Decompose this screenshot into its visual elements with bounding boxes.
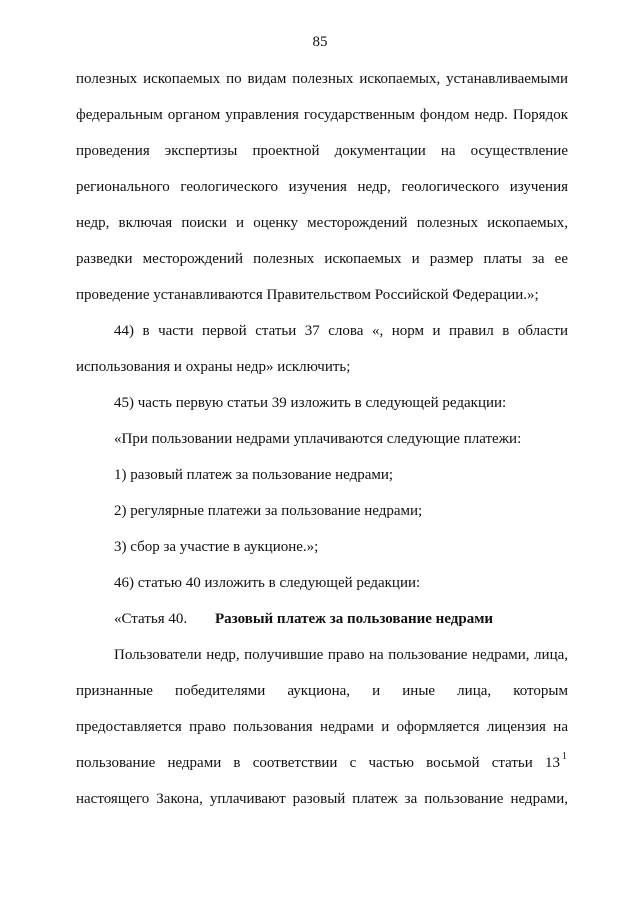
text-line: пользование недрами в соответствии с частью восьмой статьи 13 <box>76 755 560 771</box>
text-line-with-superscript: пользование недрами в соответствии с частью восьмой статьи 13 1 <box>76 751 567 771</box>
text-line: предоставляется право пользования недрами и оформляется лицензия на <box>76 719 568 735</box>
text-line: Пользователи недр, получившие право на пользование недрами, лица, <box>114 647 568 663</box>
page-number: 85 <box>312 34 328 50</box>
text-line: признанные победителями аукциона, и иные лица, которым <box>76 683 568 699</box>
text-line: 46) статью 40 изложить в следующей редакции: <box>114 575 421 591</box>
text-line: проведения экспертизы проектной документации на осуществление <box>76 143 568 159</box>
text-line: 3) сбор за участие в аукционе.»; <box>114 539 319 555</box>
text-line: настоящего Закона, уплачивают разовый платеж за пользование недрами, <box>76 791 568 807</box>
text-line: 2) регулярные платежи за пользование недрами; <box>114 503 423 519</box>
article-heading <box>114 610 568 628</box>
text-line: «При пользовании недрами уплачиваются следующие платежи: <box>114 431 522 447</box>
text-line: федеральным органом управления государственным фондом недр. Порядок <box>76 107 568 123</box>
text-line: проведение устанавливаются Правительством Российской Федерации.»; <box>76 287 539 303</box>
text-line: использования и охраны недр» исключить; <box>76 359 351 375</box>
text-line: 1) разовый платеж за пользование недрами; <box>114 467 394 483</box>
text-line: 45) часть первую статьи 39 изложить в следующей редакции: <box>114 395 507 411</box>
text-line: регионального геологического изучения недр, геологического изучения <box>76 179 568 195</box>
article-title: Разовый платеж за пользование недрами <box>215 611 494 627</box>
text-line: полезных ископаемых по видам полезных ископаемых, устанавливаемыми <box>76 71 568 87</box>
article-number: «Статья 40. <box>114 611 188 627</box>
text-line: 44) в части первой статьи 37 слова «, норм и правил в области <box>114 323 568 339</box>
text-line: недр, включая поиски и оценку месторождений полезных ископаемых, <box>76 215 568 231</box>
text-line: разведки месторождений полезных ископаемых и размер платы за ее <box>76 251 568 267</box>
